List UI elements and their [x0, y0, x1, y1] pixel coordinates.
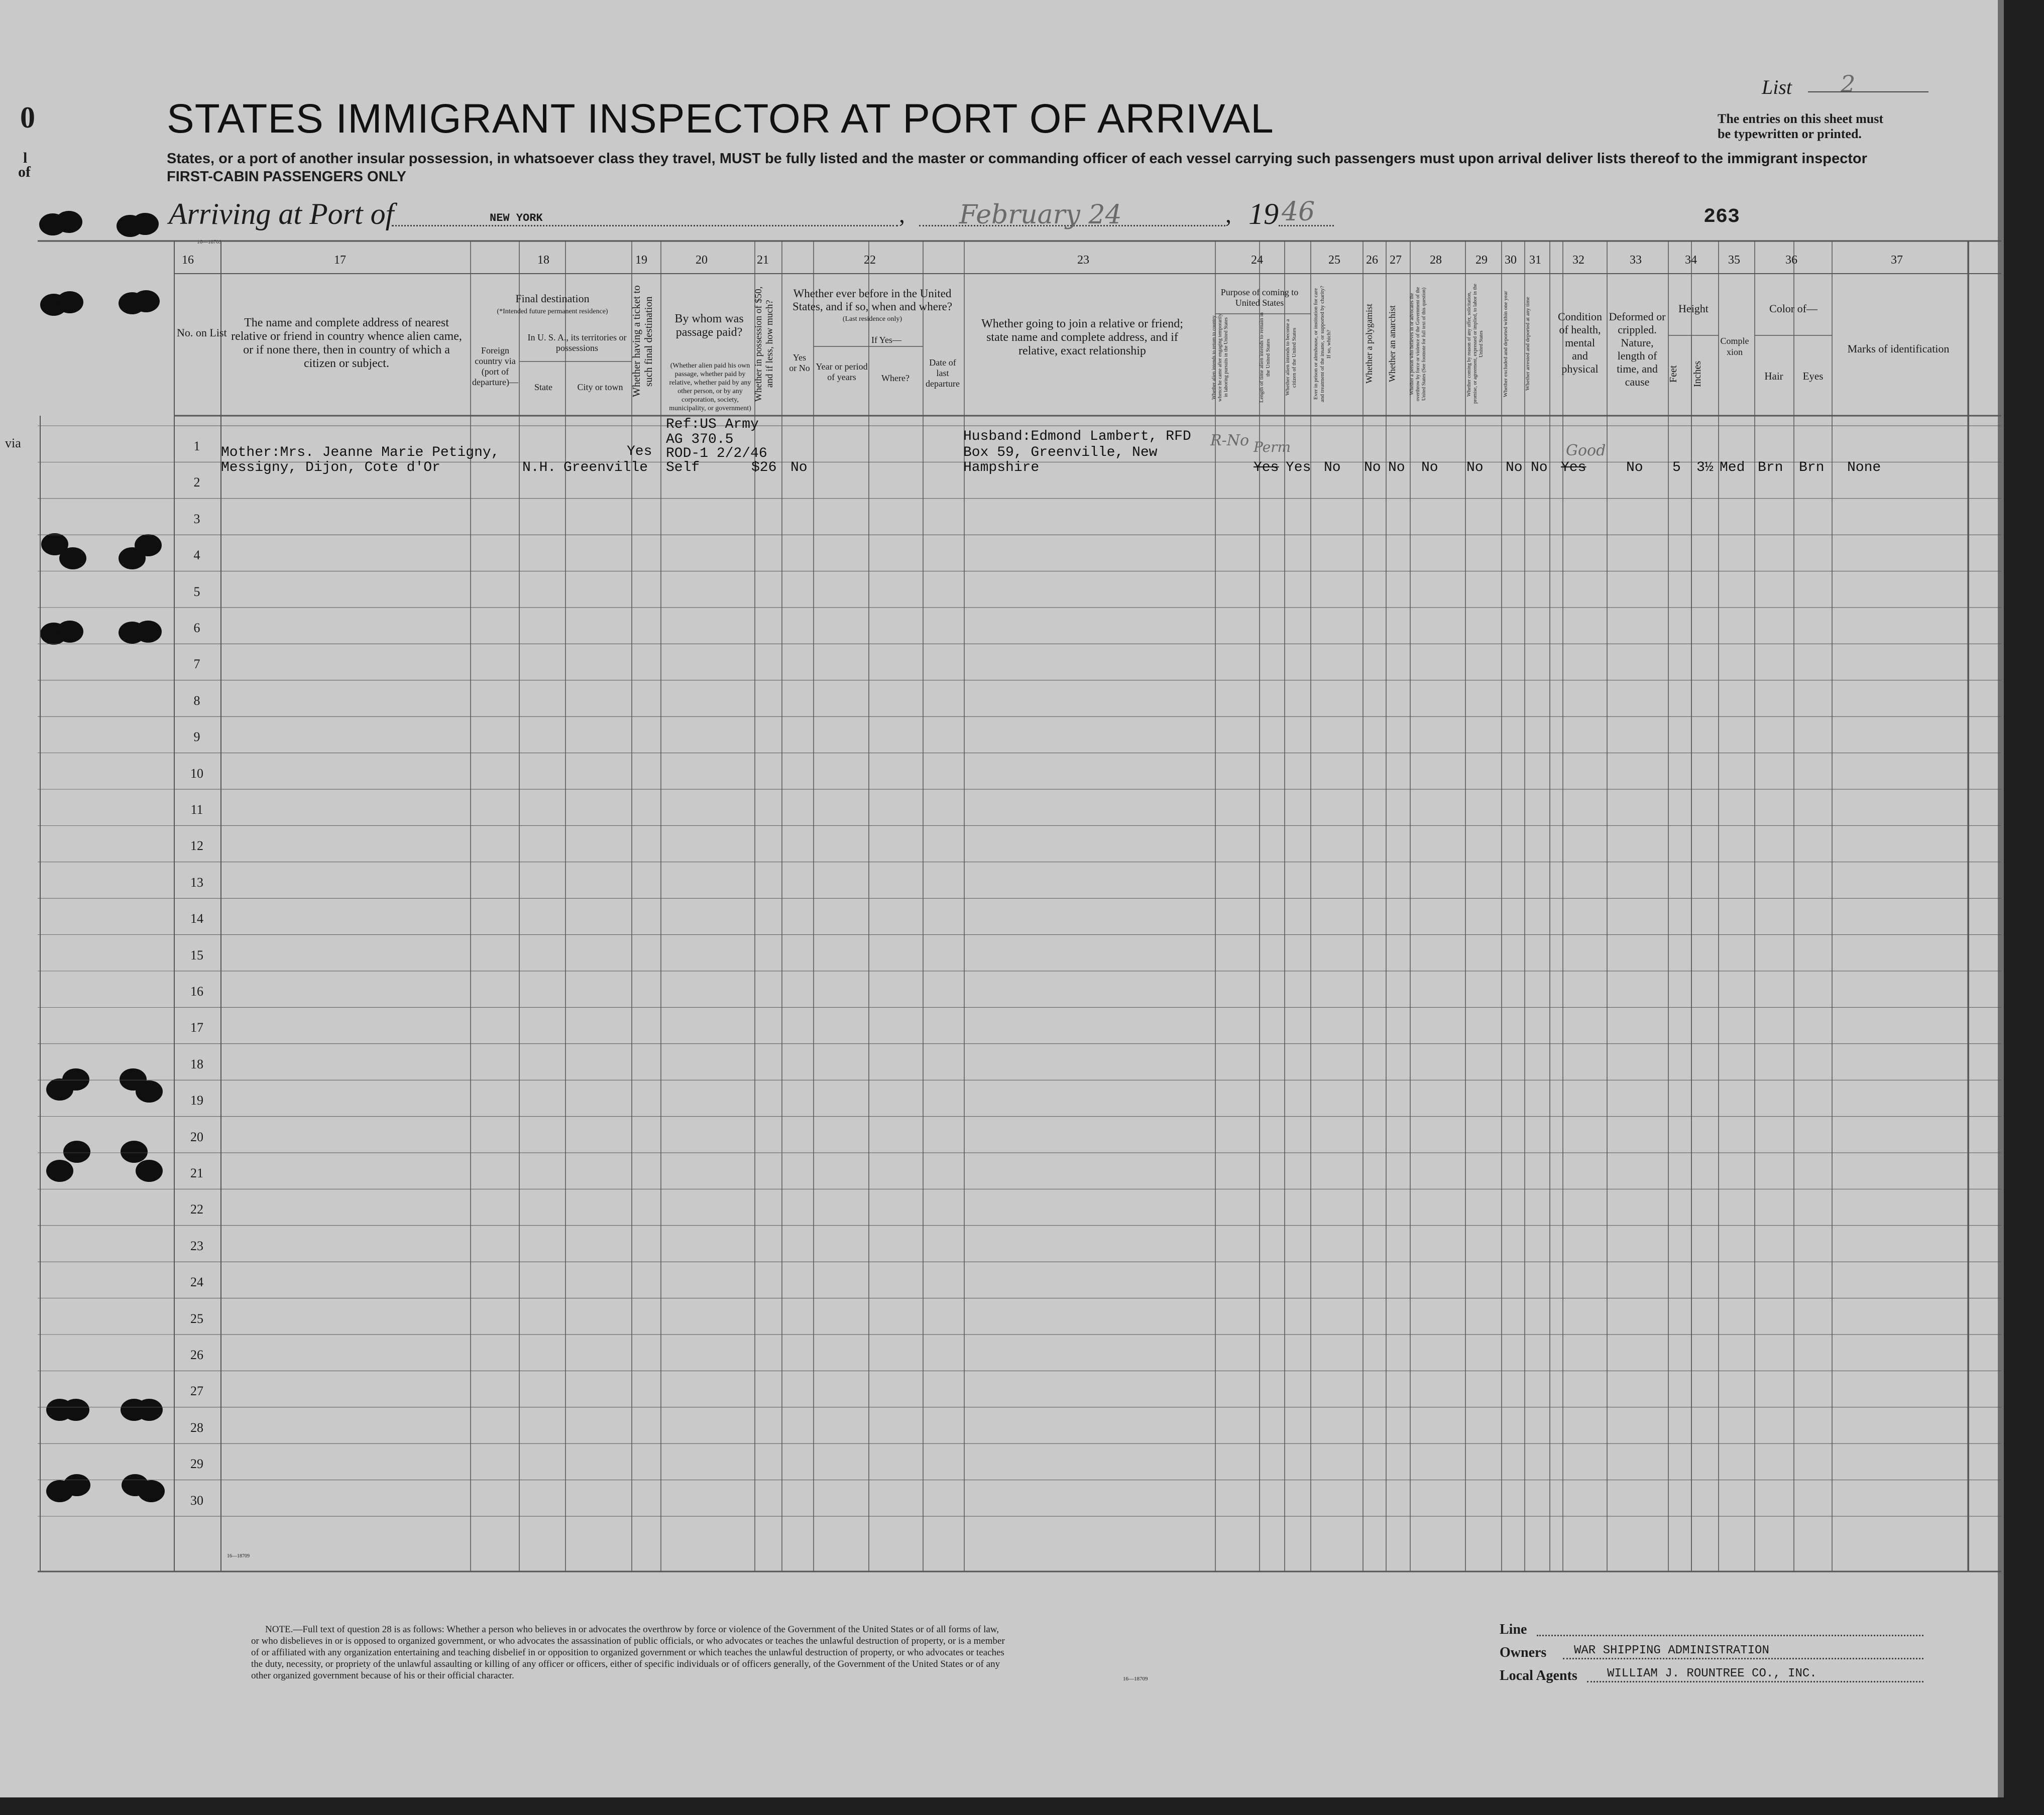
row-number: 12: [190, 838, 203, 854]
column-number: 21: [757, 254, 769, 267]
owners-label: Owners: [1500, 1645, 1547, 1660]
entry-return: Yes: [1254, 460, 1279, 475]
col26-header: Whether a polygamist: [1364, 304, 1374, 384]
row-number: 11: [190, 802, 203, 817]
col22-where: Where?: [881, 373, 910, 383]
entry-paid: ROD-1 2/2/46: [666, 446, 767, 461]
entry-ticket: Yes: [627, 444, 652, 459]
year-suffix: 46: [1282, 197, 1315, 227]
col22-yesno: Yes or No: [789, 352, 810, 373]
col18-group-header: Final destination: [515, 292, 590, 305]
line-field: [1537, 1635, 1923, 1636]
list-label: List: [1762, 76, 1792, 98]
column-number: 33: [1630, 254, 1642, 267]
entry-join: Husband:Edmond Lambert, RFD: [963, 429, 1191, 444]
row-number: 16: [190, 984, 203, 999]
col24-group-header: Purpose of coming to United States: [1220, 287, 1299, 308]
row-number: 13: [190, 875, 203, 890]
form-number: 16—18709: [227, 1553, 250, 1559]
entry-polygamist: No: [1364, 460, 1381, 475]
column-number: 28: [1430, 254, 1442, 267]
column-number: 37: [1891, 254, 1903, 267]
page-number: 263: [1704, 206, 1740, 228]
col21-header: Whether in possession of $50, and if less, how much?: [753, 286, 775, 402]
row-number: 28: [190, 1420, 203, 1435]
row-number: 2: [193, 475, 200, 490]
col17-header: The name and complete address of nearest relative or friend in country whence alien came, or if none there, then in country of which a citizen or subject.: [231, 316, 462, 370]
instruction-text: States, or a port of another insular possession, in whatsoever class they travel, MUST be fully listed and the master or commanding officer of each vessel carrying such passengers must upon arrival deliver lists thereof to the immigrant inspector: [167, 151, 1867, 167]
col22-group-header: Whether ever before in the United States, and if so, when and where?: [792, 287, 953, 313]
column-number: 27: [1390, 254, 1402, 267]
row-number: 20: [190, 1129, 203, 1144]
entry-inches: 3½: [1696, 460, 1714, 475]
col23-header: Whether going to join a relative or friend; state name and complete address, and if relative, exact relationship: [981, 317, 1183, 357]
row-number: 26: [190, 1348, 203, 1362]
row-number: 7: [193, 657, 200, 672]
margin-fragment: 0: [20, 101, 35, 134]
column-number: 34: [1685, 254, 1697, 267]
column-number: 29: [1475, 254, 1488, 267]
margin-fragment: of: [18, 164, 31, 180]
column-number: 16: [182, 254, 194, 267]
column-number: 19: [635, 254, 647, 267]
footnote-line: or who disbelieves in or is opposed to organized government, or who advocates the assassination of public officials, or who advocates or teaches the unlawful destruction of property, or is a member: [251, 1636, 1005, 1646]
col22-group-sub: (Last residence only): [842, 315, 902, 323]
row-number: 23: [190, 1238, 203, 1253]
row-number: 25: [190, 1311, 203, 1326]
row-number: 15: [190, 947, 203, 962]
row-number: 27: [190, 1384, 203, 1399]
col29-header: Whether coming by reason of any offer, solicitation, promise, or agreement, expressed or implied, to labor in the United States: [1466, 284, 1484, 404]
entry-deported: No: [1531, 460, 1548, 475]
col32-header: Condition of health, mental and physical: [1557, 310, 1602, 375]
footnote-line: of or affiliated with any organization entertaining and teaching disbelief in or opposition to organized government or which teaches the unlawful destruction of property, or who advocates or teaches: [251, 1647, 1004, 1658]
col22-ifyes: If Yes—: [871, 335, 901, 345]
row-number: 14: [190, 911, 203, 926]
col24-b: Length of time alien intends to remain in the United States: [1259, 312, 1271, 403]
col22-date: Date of last departure: [926, 357, 960, 389]
col36-header: Color of—: [1769, 302, 1818, 315]
col20-sub: (Whether alien paid his own passage, whether paid by relative, whether paid by any other person, or by any corporation, society, municipality, or government): [669, 362, 751, 412]
row-number: 6: [193, 621, 200, 635]
comma: ,: [1225, 201, 1231, 228]
agents-field: [1587, 1681, 1923, 1682]
col22-year: Year or period of years: [816, 361, 868, 382]
col34-feet: Feet: [1668, 365, 1679, 383]
agents-value: WILLIAM J. ROUNTREE CO., INC.: [1607, 1667, 1817, 1680]
entry-length-handwritten: Perm: [1254, 439, 1291, 455]
year-prefix: 19: [1248, 197, 1279, 230]
entry-eyes: Brn: [1799, 460, 1825, 475]
entry-city: Greenville: [563, 460, 648, 475]
entry-paid: Ref:US Army: [666, 417, 759, 432]
row-number: 21: [190, 1166, 203, 1180]
col34-inches: Inches: [1692, 360, 1703, 388]
col18-group-sub: (*Intended future permanent residence): [497, 308, 608, 315]
line-label: Line: [1500, 1622, 1527, 1637]
column-number: 35: [1728, 254, 1740, 267]
col18-city: City or town: [577, 382, 623, 392]
entry-health-handwritten: Good: [1566, 442, 1606, 459]
arrival-date: February 24: [959, 200, 1122, 230]
arriving-label: Arriving at Port of: [169, 197, 394, 230]
footnote-line: NOTE.—Full text of question 28 is as follows: Whether a person who believes in or advocates the overthrow by force or violence of the Government of the United States or of all forms of law,: [265, 1624, 999, 1635]
col18-state: State: [534, 382, 552, 392]
row-number: 17: [190, 1020, 203, 1035]
entry-state: N.H.: [522, 460, 556, 475]
column-number: 30: [1505, 254, 1517, 267]
entry-hair: Brn: [1758, 460, 1783, 475]
column-number: 17: [334, 254, 346, 267]
col18-foreign: Foreign country via (port of departure)—: [472, 345, 518, 387]
entry-overthrow: No: [1421, 460, 1438, 475]
row-number: 10: [190, 766, 203, 781]
port-value: NEW YORK: [490, 212, 543, 224]
entry-relative: Messigny, Dijon, Cote d'Or: [221, 460, 440, 475]
row-number: 29: [190, 1457, 203, 1472]
col25-header: Ever in prison or almshouse, or institution for care and treatment of the insane, or supported by charity? If so, which?: [1313, 286, 1332, 402]
col28-header: Whether a person who believes in or advocates the overthrow by force or violence of the Government of the United States (See footnote for full text of this question): [1409, 287, 1427, 401]
col36-hair: Hair: [1764, 370, 1783, 382]
col36-eyes: Eyes: [1802, 370, 1824, 382]
list-number: 2: [1841, 70, 1856, 97]
row-number: 4: [193, 548, 200, 563]
col20-header: By whom was passage paid?: [674, 312, 744, 339]
form-number: 16—18709: [197, 239, 222, 245]
column-number: 25: [1328, 254, 1340, 267]
footnote-line: the duty, necessity, or propriety of the unlawful assaulting or killing of any officer or officers, either of specific individuals or of officers generally, of the Government of the United States or of any: [251, 1659, 1000, 1669]
typewritten-note: The entries on this sheet must: [1718, 111, 1884, 126]
row-number: 19: [190, 1093, 203, 1108]
col24-c: Whether alien intends to become a citizen of the United States: [1285, 319, 1297, 396]
row-number: 1: [193, 439, 200, 453]
row-number: 30: [190, 1493, 203, 1508]
margin-fragment: l: [23, 150, 28, 166]
column-number: 32: [1572, 254, 1584, 267]
col35-header: Complexion: [1720, 336, 1749, 357]
col34-header: Height: [1678, 302, 1709, 315]
form-number: 16—18709: [1123, 1676, 1148, 1682]
entry-money: $26: [751, 460, 777, 475]
column-number: 24: [1251, 254, 1263, 267]
row-number: 9: [193, 730, 200, 745]
col16-header: No. on List: [177, 326, 227, 339]
entry-complexion: Med: [1720, 460, 1745, 475]
entry-join: Box 59, Greenville, New: [963, 445, 1158, 460]
column-number: 20: [696, 254, 708, 267]
col24-a: Whether alien intends to return to country whence he came after engaging temporarily in laboring pursuits in the United States: [1211, 313, 1229, 402]
agents-label: Local Agents: [1500, 1668, 1577, 1683]
entry-labor-offer: No: [1466, 460, 1484, 475]
comma: ,: [899, 201, 905, 228]
entry-purpose-handwritten: R-No: [1210, 432, 1250, 449]
entry-relative: Mother:Mrs. Jeanne Marie Petigny,: [221, 445, 500, 460]
owners-value: WAR SHIPPING ADMINISTRATION: [1574, 1644, 1769, 1657]
entry-deformed: No: [1626, 460, 1643, 475]
entry-marks: None: [1847, 460, 1881, 475]
entry-excluded: No: [1506, 460, 1523, 475]
margin-fragment: via: [5, 436, 21, 450]
column-number: 18: [537, 254, 549, 267]
column-number: 26: [1366, 254, 1378, 267]
row-number: 24: [190, 1275, 203, 1290]
footnote-line: other organized government because of his or their official character.: [251, 1670, 514, 1681]
row-number: 18: [190, 1056, 203, 1071]
owners-field: [1563, 1658, 1923, 1659]
col37-header: Marks of identification: [1847, 342, 1950, 355]
row-number: 22: [190, 1202, 203, 1217]
entry-paid: Self: [666, 460, 700, 475]
entry-prison: No: [1324, 460, 1341, 475]
col19-header: Whether having a ticket to such final destination: [630, 285, 654, 398]
row-number: 8: [193, 693, 200, 708]
row-number: 3: [193, 511, 200, 526]
entry-health: Yes: [1561, 460, 1586, 475]
entry-feet: 5: [1672, 460, 1681, 475]
column-number: 23: [1077, 254, 1089, 267]
column-number: 22: [864, 254, 876, 267]
column-number: 36: [1785, 254, 1797, 267]
entry-ever-before: No: [790, 460, 808, 475]
class-line: FIRST-CABIN PASSENGERS ONLY: [167, 169, 406, 185]
col30-header: Whether excluded and deported within one year: [1503, 291, 1509, 397]
typewritten-note: be typewritten or printed.: [1718, 127, 1862, 141]
col33-header: Deformed or crippled. Nature, length of time, and cause: [1609, 310, 1666, 388]
column-number: 31: [1529, 254, 1541, 267]
page-title: STATES IMMIGRANT INSPECTOR AT PORT OF ARRIVAL: [167, 96, 1274, 142]
entry-join: Hampshire: [963, 460, 1040, 475]
row-number: 5: [193, 584, 200, 599]
col31-header: Whether arrested and deported at any time: [1525, 297, 1531, 391]
entry-paid: AG 370.5: [666, 432, 734, 447]
entry-anarchist: No: [1388, 460, 1405, 475]
entry-citizen: Yes: [1286, 460, 1311, 475]
col18-usa: In U. S. A., its territories or possessions: [527, 332, 627, 353]
col27-header: Whether an anarchist: [1387, 305, 1397, 383]
